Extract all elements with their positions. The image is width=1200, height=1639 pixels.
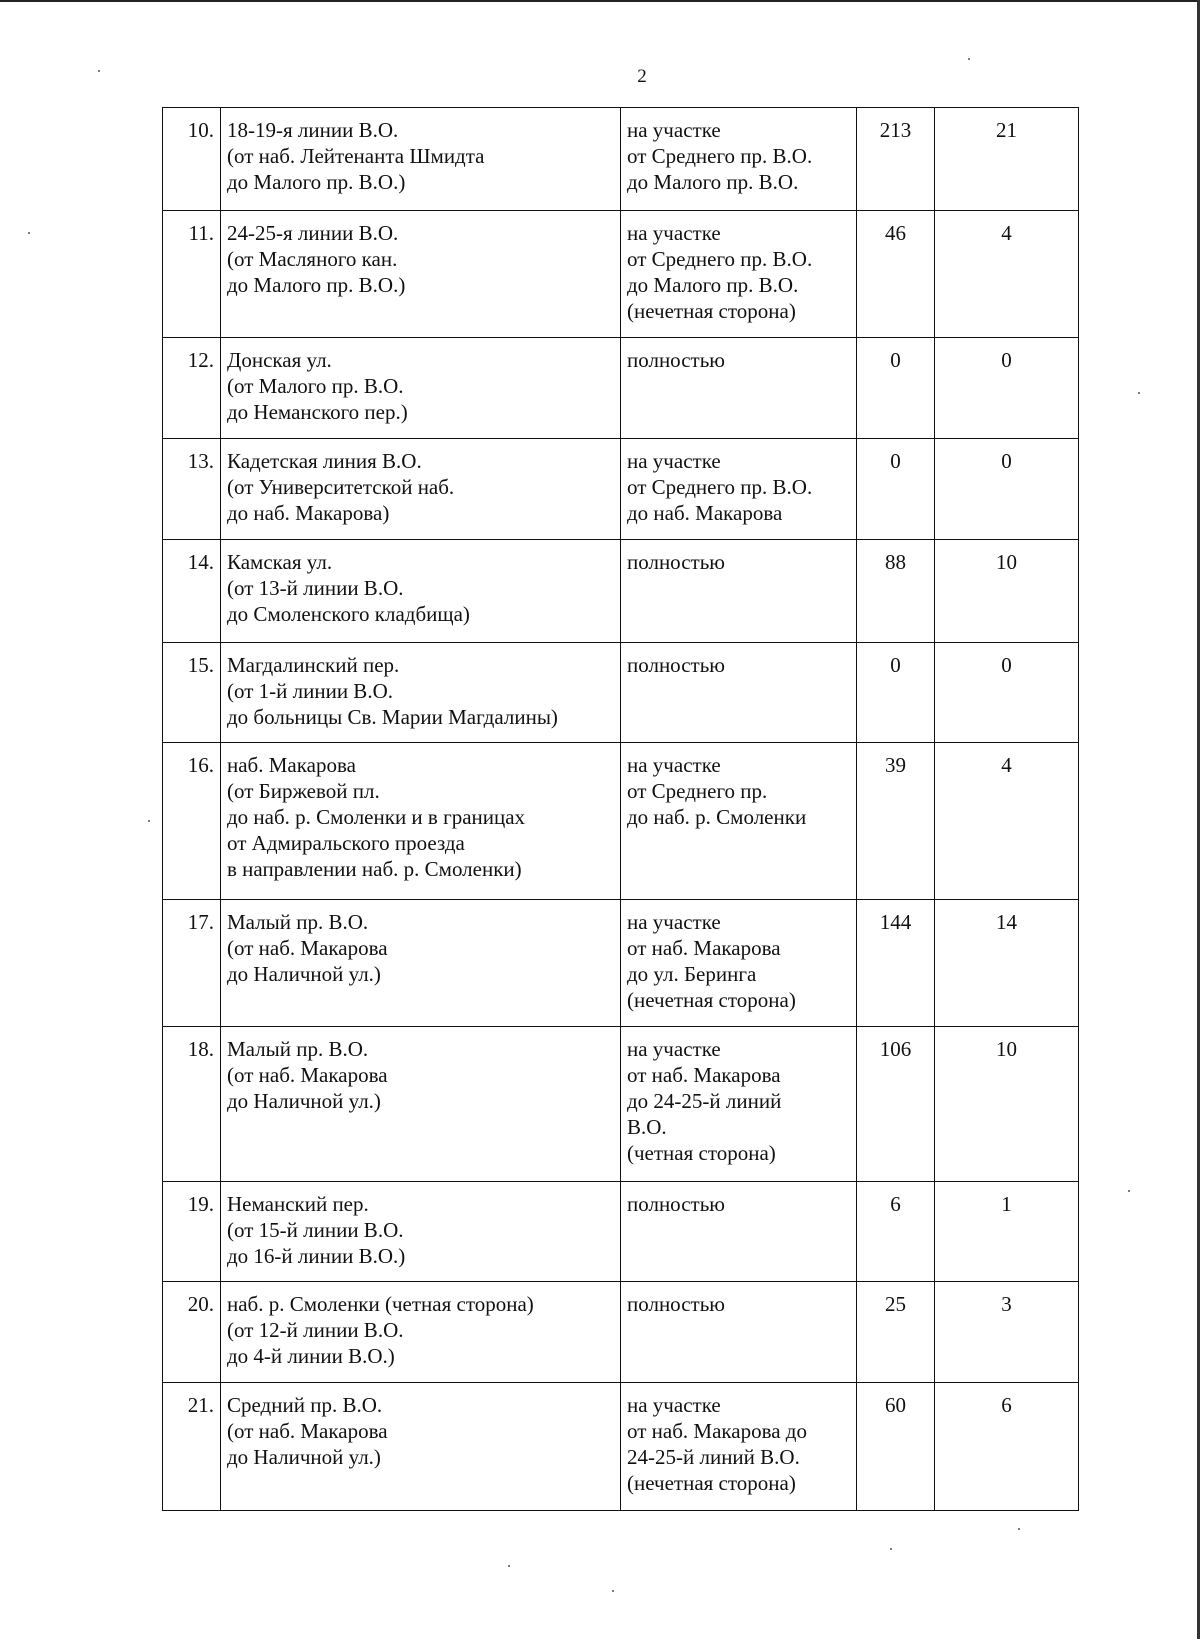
value-count: 144 <box>857 900 935 1027</box>
scan-speck <box>508 1565 510 1567</box>
scan-speck <box>1018 1528 1020 1530</box>
page-number: 2 <box>637 66 647 87</box>
value-count: 25 <box>857 1282 935 1383</box>
row-number: 10. <box>163 108 221 211</box>
table-row <box>163 439 1079 540</box>
row-number: 21. <box>163 1383 221 1511</box>
table-row <box>163 643 1079 743</box>
value-count: 46 <box>857 211 935 338</box>
value-count: 60 <box>857 1383 935 1511</box>
row-number: 20. <box>163 1282 221 1383</box>
section-description: полностью <box>621 1282 857 1383</box>
scan-speck <box>1128 1190 1130 1192</box>
scan-speck <box>98 70 100 72</box>
row-number: 17. <box>163 900 221 1027</box>
value-count: 0 <box>857 439 935 540</box>
value-secondary: 3 <box>935 1282 1079 1383</box>
value-secondary: 14 <box>935 900 1079 1027</box>
section-description: на участке от Среднего пр. В.О. до наб. Макарова <box>621 439 857 540</box>
table-row <box>163 743 1079 900</box>
value-secondary: 10 <box>935 540 1079 643</box>
value-count: 106 <box>857 1027 935 1182</box>
section-description: полностью <box>621 643 857 743</box>
table-row <box>163 211 1079 338</box>
table-row <box>163 1383 1079 1511</box>
row-number: 11. <box>163 211 221 338</box>
section-description: на участке от наб. Макарова до 24-25-й линий В.О. (нечетная сторона) <box>621 1383 857 1511</box>
value-secondary: 0 <box>935 643 1079 743</box>
value-secondary: 1 <box>935 1182 1079 1282</box>
street-description: Малый пр. В.О. (от наб. Макарова до Наличной ул.) <box>221 1027 621 1182</box>
scan-edge-top <box>0 0 1200 2</box>
value-count: 0 <box>857 643 935 743</box>
scan-speck <box>148 820 150 822</box>
value-count: 39 <box>857 743 935 900</box>
value-count: 88 <box>857 540 935 643</box>
section-description: полностью <box>621 338 857 439</box>
row-number: 16. <box>163 743 221 900</box>
value-secondary: 21 <box>935 108 1079 211</box>
value-secondary: 10 <box>935 1027 1079 1182</box>
table-row <box>163 1282 1079 1383</box>
street-description: Неманский пер. (от 15-й линии В.О. до 16-й линии В.О.) <box>221 1182 621 1282</box>
street-description: 24-25-я линии В.О. (от Масляного кан. до Малого пр. В.О.) <box>221 211 621 338</box>
row-number: 15. <box>163 643 221 743</box>
value-count: 213 <box>857 108 935 211</box>
street-description: наб. Макарова (от Биржевой пл. до наб. р. Смоленки и в границах от Адмиральского проезда в направлении наб. р. Смоленки) <box>221 743 621 900</box>
section-description: на участке от Среднего пр. В.О. до Малого пр. В.О. (нечетная сторона) <box>621 211 857 338</box>
table-row <box>163 540 1079 643</box>
value-secondary: 4 <box>935 211 1079 338</box>
street-description: Камская ул. (от 13-й линии В.О. до Смоленского кладбища) <box>221 540 621 643</box>
street-description: Малый пр. В.О. (от наб. Макарова до Наличной ул.) <box>221 900 621 1027</box>
scan-speck <box>890 1548 892 1550</box>
value-secondary: 4 <box>935 743 1079 900</box>
street-description: наб. р. Смоленки (четная сторона) (от 12-й линии В.О. до 4-й линии В.О.) <box>221 1282 621 1383</box>
scan-speck <box>28 232 30 234</box>
streets-table <box>162 107 1079 1511</box>
value-count: 6 <box>857 1182 935 1282</box>
table-row <box>163 900 1079 1027</box>
street-description: 18-19-я линии В.О. (от наб. Лейтенанта Шмидта до Малого пр. В.О.) <box>221 108 621 211</box>
section-description: на участке от Среднего пр. В.О. до Малого пр. В.О. <box>621 108 857 211</box>
row-number: 19. <box>163 1182 221 1282</box>
street-description: Кадетская линия В.О. (от Университетской наб. до наб. Макарова) <box>221 439 621 540</box>
scan-speck <box>968 58 970 60</box>
section-description: на участке от Среднего пр. до наб. р. Смоленки <box>621 743 857 900</box>
row-number: 13. <box>163 439 221 540</box>
street-description: Средний пр. В.О. (от наб. Макарова до Наличной ул.) <box>221 1383 621 1511</box>
street-description: Магдалинский пер. (от 1-й линии В.О. до больницы Св. Марии Магдалины) <box>221 643 621 743</box>
table-row <box>163 338 1079 439</box>
row-number: 18. <box>163 1027 221 1182</box>
section-description: на участке от наб. Макарова до ул. Беринга (нечетная сторона) <box>621 900 857 1027</box>
value-secondary: 6 <box>935 1383 1079 1511</box>
scan-speck <box>612 1590 614 1592</box>
value-count: 0 <box>857 338 935 439</box>
section-description: полностью <box>621 1182 857 1282</box>
table-row <box>163 1027 1079 1182</box>
section-description: полностью <box>621 540 857 643</box>
table-row <box>163 1182 1079 1282</box>
scan-speck <box>1138 392 1140 394</box>
row-number: 12. <box>163 338 221 439</box>
value-secondary: 0 <box>935 439 1079 540</box>
table-row <box>163 108 1079 211</box>
section-description: на участке от наб. Макарова до 24-25-й линий В.О. (четная сторона) <box>621 1027 857 1182</box>
street-description: Донская ул. (от Малого пр. В.О. до Неманского пер.) <box>221 338 621 439</box>
row-number: 14. <box>163 540 221 643</box>
value-secondary: 0 <box>935 338 1079 439</box>
